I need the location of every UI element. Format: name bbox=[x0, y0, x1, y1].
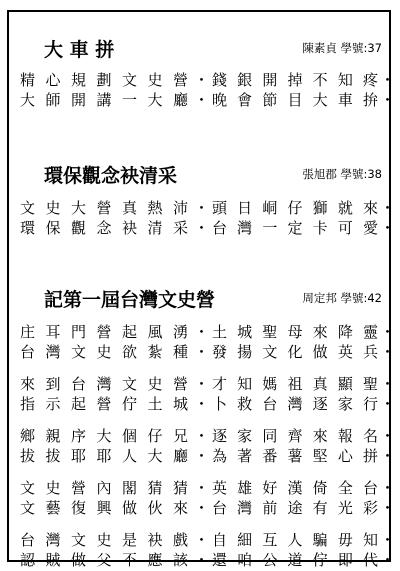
line-first-half: 大師開講一大廳 bbox=[20, 91, 188, 109]
line-first-half: 文藝復興做伙來 bbox=[20, 499, 188, 517]
line-end-mark: ・ bbox=[380, 323, 396, 341]
poem-line bbox=[20, 198, 396, 218]
line-end-mark: ・ bbox=[380, 199, 396, 217]
line-separator: ・ bbox=[194, 219, 210, 237]
line-separator: ・ bbox=[194, 199, 210, 217]
line-end-mark: ・ bbox=[380, 395, 396, 413]
line-separator: ・ bbox=[194, 499, 210, 517]
line-second-half: 台灣前途有光彩 bbox=[212, 499, 378, 517]
line-second-half: 才知媽祖真顯聖 bbox=[212, 375, 378, 393]
line-end-mark: ・ bbox=[380, 479, 396, 497]
line-separator: ・ bbox=[194, 551, 210, 569]
poem-line bbox=[20, 478, 396, 498]
poem-author: 周定邦 學號:42 bbox=[302, 291, 382, 305]
line-second-half: 為著番薯堅心拼 bbox=[212, 447, 378, 465]
poem-title: 環保觀念袂清采 bbox=[44, 165, 178, 187]
line-second-half: 錢銀開掉不知疼 bbox=[212, 71, 378, 89]
line-separator: ・ bbox=[194, 343, 210, 361]
line-separator: ・ bbox=[194, 427, 210, 445]
poem-line bbox=[20, 374, 396, 394]
line-first-half: 文史大營真熱沛 bbox=[20, 199, 188, 217]
line-first-half: 台灣文史是袂戲 bbox=[20, 531, 188, 549]
line-first-half: 認賊做父不應該 bbox=[20, 551, 188, 569]
line-first-half: 庄耳門營起風湧 bbox=[20, 323, 188, 341]
poem-line bbox=[20, 90, 396, 110]
line-end-mark: ・ bbox=[380, 551, 396, 569]
line-second-half: 逐家同齊來報名 bbox=[212, 427, 378, 445]
line-separator: ・ bbox=[194, 91, 210, 109]
line-first-half: 精心規劃文史營 bbox=[20, 71, 188, 89]
line-second-half: 自細互人騙毋知 bbox=[212, 531, 378, 549]
poem-author: 張旭郡 學號:38 bbox=[302, 167, 382, 181]
line-end-mark: ・ bbox=[380, 91, 396, 109]
line-second-half: 台灣一定卡可愛 bbox=[212, 219, 378, 237]
line-second-half: 卜救台灣逐家行 bbox=[212, 395, 378, 413]
poem-line bbox=[20, 218, 396, 238]
line-first-half: 環保觀念袂清采 bbox=[20, 219, 188, 237]
line-first-half: 指示起營佇土城 bbox=[20, 395, 188, 413]
line-end-mark: ・ bbox=[380, 375, 396, 393]
poem-title: 記第一屆台灣文史營 bbox=[44, 289, 216, 311]
line-separator: ・ bbox=[194, 531, 210, 549]
line-separator: ・ bbox=[194, 395, 210, 413]
poem-line bbox=[20, 322, 396, 342]
poem-line bbox=[20, 550, 396, 570]
line-end-mark: ・ bbox=[380, 219, 396, 237]
poem-line bbox=[20, 446, 396, 466]
line-separator: ・ bbox=[194, 447, 210, 465]
line-second-half: 頭日峒仔獅就來 bbox=[212, 199, 378, 217]
poem-title: 大 車 拼 bbox=[44, 39, 115, 61]
line-second-half: 發揚文化做英兵 bbox=[212, 343, 378, 361]
line-end-mark: ・ bbox=[380, 447, 396, 465]
line-first-half: 鄉親序大個仔兄 bbox=[20, 427, 188, 445]
poem-line bbox=[20, 530, 396, 550]
line-second-half: 晚會節目大車拚 bbox=[212, 91, 378, 109]
line-end-mark: ・ bbox=[380, 427, 396, 445]
line-first-half: 文史營內閣猜猜 bbox=[20, 479, 188, 497]
line-first-half: 來到台灣文史營 bbox=[20, 375, 188, 393]
line-end-mark: ・ bbox=[380, 531, 396, 549]
line-second-half: 還咱公道佇即代 bbox=[212, 551, 378, 569]
poem-line bbox=[20, 498, 396, 518]
line-first-half: 台灣文史欲紮種 bbox=[20, 343, 188, 361]
line-separator: ・ bbox=[194, 375, 210, 393]
line-end-mark: ・ bbox=[380, 343, 396, 361]
poem-line bbox=[20, 342, 396, 362]
poem-line bbox=[20, 426, 396, 446]
line-separator: ・ bbox=[194, 71, 210, 89]
poem-line bbox=[20, 394, 396, 414]
line-separator: ・ bbox=[194, 323, 210, 341]
line-first-half: 拔拔耶耶人大廳 bbox=[20, 447, 188, 465]
line-second-half: 土城聖母來降靈 bbox=[212, 323, 378, 341]
line-separator: ・ bbox=[194, 479, 210, 497]
poem-author: 陳素貞 學號:37 bbox=[302, 41, 382, 55]
line-end-mark: ・ bbox=[380, 71, 396, 89]
poem-line bbox=[20, 70, 396, 90]
line-end-mark: ・ bbox=[380, 499, 396, 517]
line-second-half: 英雄好漢倚全台 bbox=[212, 479, 378, 497]
